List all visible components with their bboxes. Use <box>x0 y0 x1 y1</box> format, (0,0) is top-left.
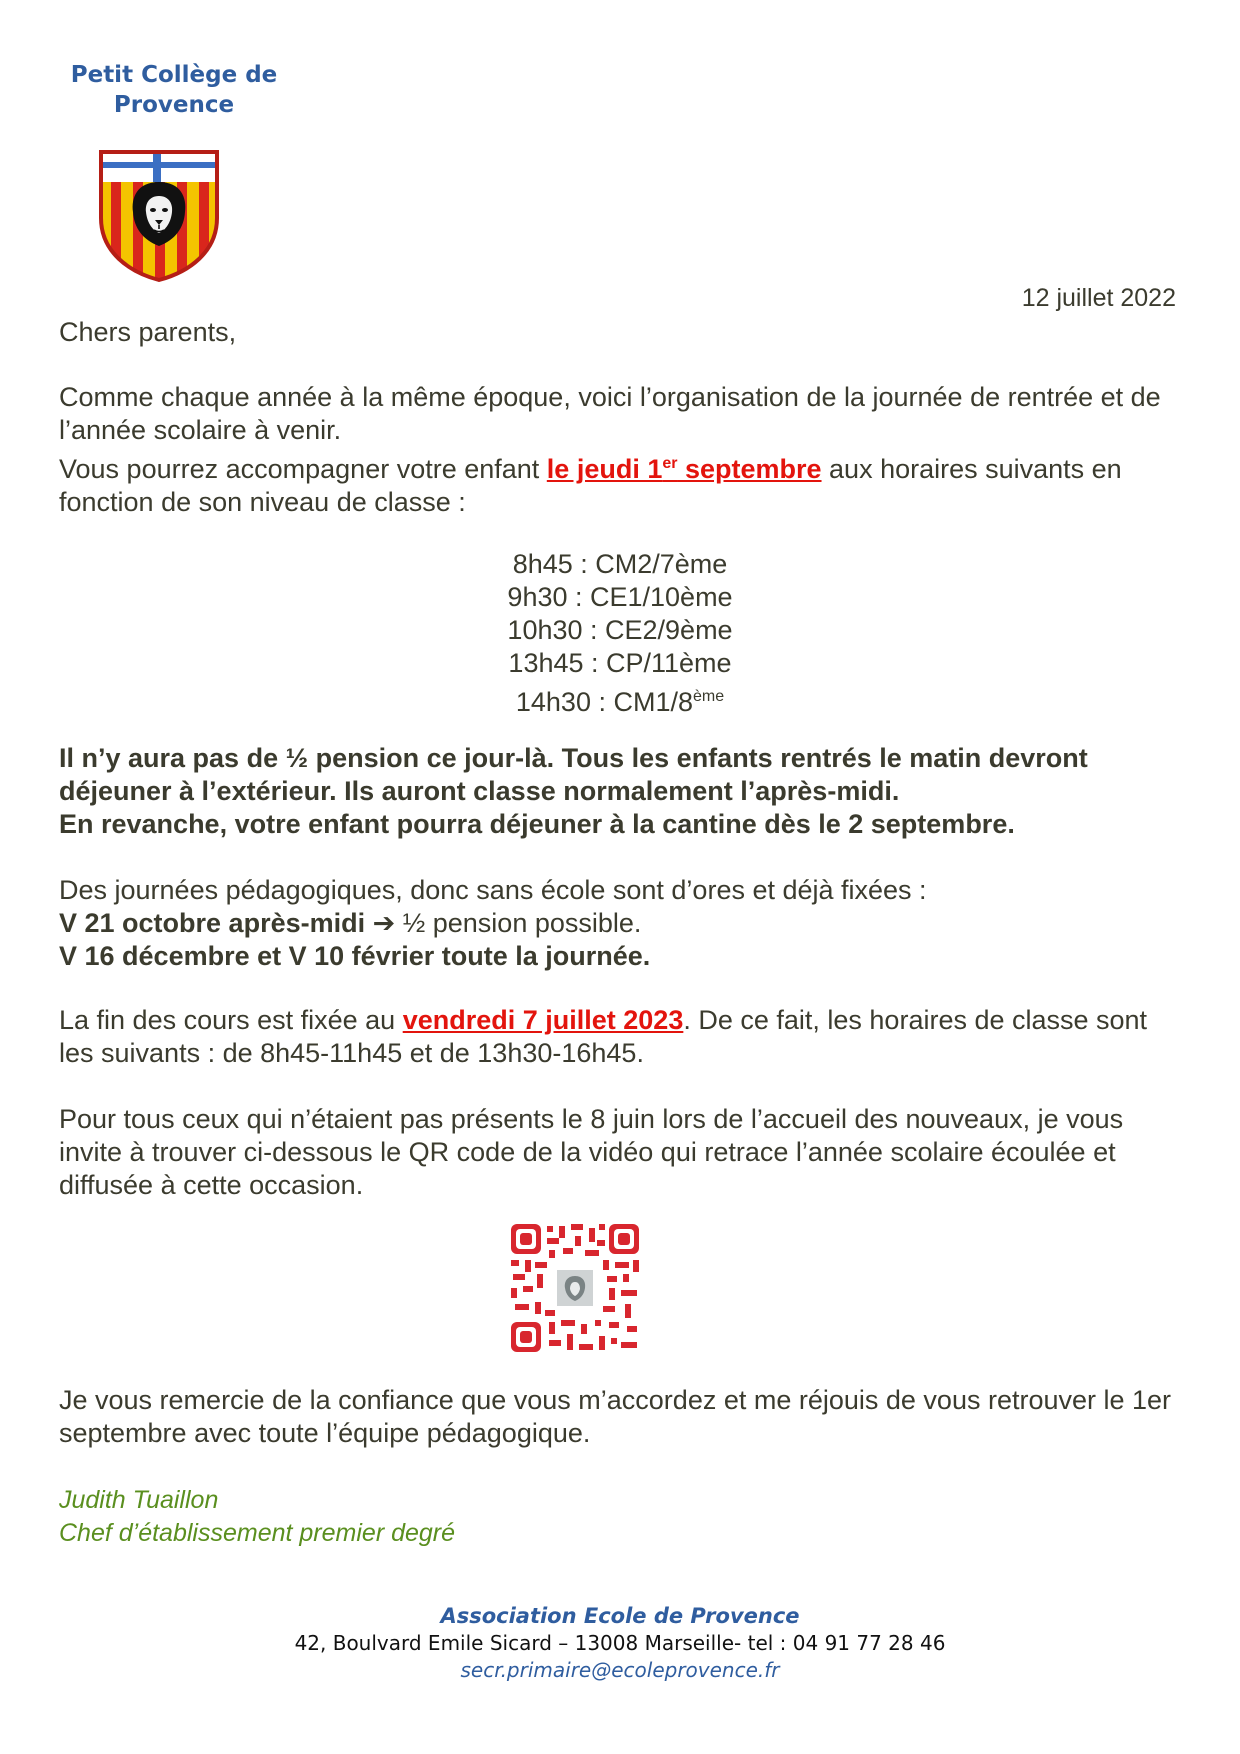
letter-date: 12 juillet 2022 <box>1021 284 1176 312</box>
accompany-sentence: Vous pourrez accompagner votre enfant le jeudi 1er septembre aux horaires suivants en fonction de son niveau de classe : <box>59 454 1122 517</box>
schedule-item: 10h30 : CE2/9ème <box>507 615 733 645</box>
school-name-line1: Petit Collège de <box>70 62 278 88</box>
footer-email-link[interactable]: secr.primaire@ecoleprovence.fr <box>460 1658 780 1682</box>
footer-address: 42, Boulvard Emile Sicard – 13008 Marseille- tel : 04 91 77 28 46 <box>294 1631 946 1655</box>
video-paragraph: Pour tous ceux qui n’étaient pas présents le 8 juin lors de l’accueil des nouveaux, je vous invite à trouver ci-dessous le QR code de la vidéo qui retrace l’année scolaire écoulée et diffusée à cette occasion. <box>59 1104 1124 1200</box>
greeting: Chers parents, <box>59 317 237 347</box>
schedule-item: 9h30 : CE1/10ème <box>507 582 733 612</box>
school-name-line2: Provence <box>113 92 235 118</box>
pedagogical-days: Des journées pédagogiques, donc sans école sont d’ores et déjà fixées : V 21 octobre après-midi ➔ ½ pension possible. V 16 décembre et V 10 février toute la journée. <box>59 875 927 971</box>
arrow-icon: ➔ <box>372 908 396 938</box>
video-qr-code[interactable] <box>509 1222 641 1354</box>
end-date: vendredi 7 juillet 2023 <box>402 1005 684 1035</box>
signature-name: Judith Tuaillon <box>59 1486 219 1514</box>
footer-association: Association Ecole de Provence <box>440 1604 800 1628</box>
school-crest-logo <box>97 148 221 282</box>
qr-center-lion-icon <box>557 1270 593 1306</box>
signature <box>59 1484 1179 1550</box>
rentree-date: le jeudi 1er septembre <box>546 454 822 484</box>
footer <box>0 1603 1240 1684</box>
rentree-schedule <box>420 548 820 719</box>
end-of-year-paragraph: La fin des cours est fixée au vendredi 7 juillet 2023. De ce fait, les horaires de classe sont les suivants : de 8h45-11h45 et de 13h30-16h45. <box>59 1005 1148 1068</box>
half-board-notice: Il n’y aura pas de ½ pension ce jour-là. Tous les enfants rentrés le matin devront déjeuner à l’extérieur. Ils auront classe normalement l’après-midi. En revanche, votre enfant pourra déjeuner à la cantine dès le 2 septembre. <box>59 743 1088 839</box>
schedule-item: 8h45 : CM2/7ème <box>512 549 728 579</box>
schedule-item: 13h45 : CP/11ème <box>508 648 732 678</box>
intro-paragraph: Comme chaque année à la même époque, voici l’organisation de la journée de rentrée et de l’année scolaire à venir. Vous pourrez accompagner votre enfant le jeudi 1er septembre aux horaires suivants en fonction de son niveau de classe : <box>59 381 1179 519</box>
signature-title: Chef d’établissement premier degré <box>59 1519 456 1547</box>
school-name <box>56 60 292 120</box>
closing-paragraph: Je vous remercie de la confiance que vous m’accordez et me réjouis de vous retrouver le 1er septembre avec toute l’équipe pédagogique. <box>59 1385 1172 1448</box>
schedule-item: 14h30 : CM1/8ème <box>515 687 725 717</box>
